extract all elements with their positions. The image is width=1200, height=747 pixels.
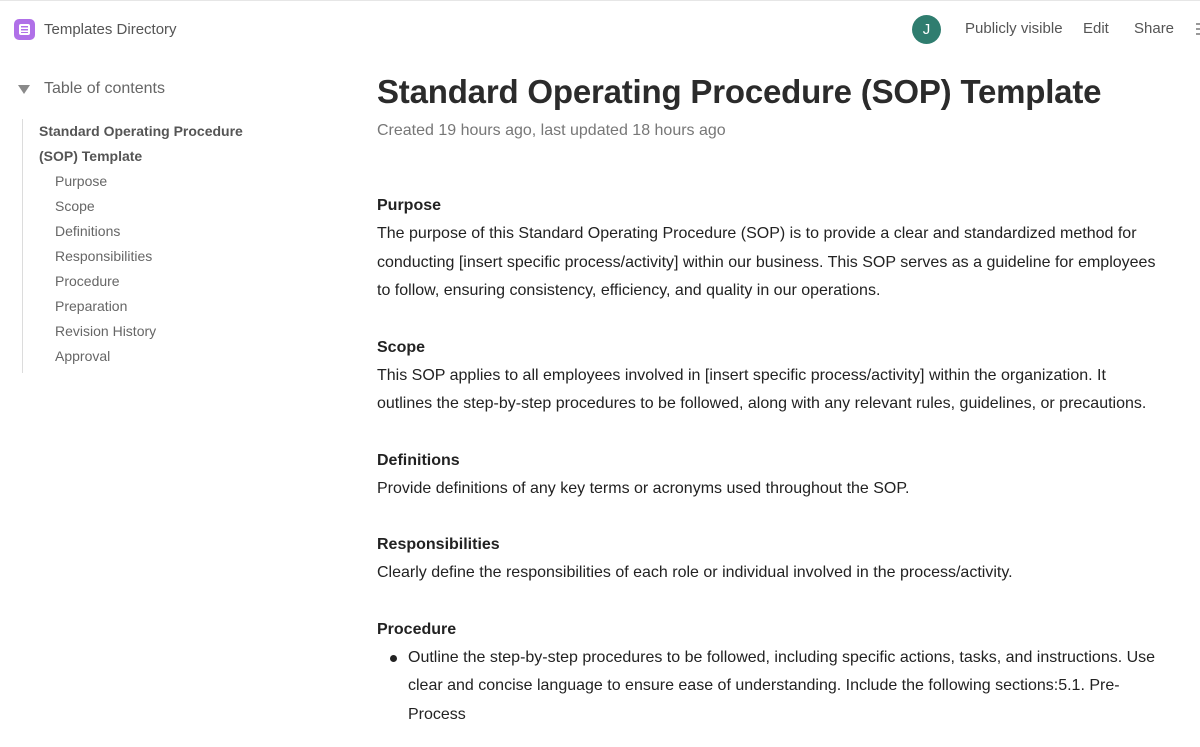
more-icon[interactable] — [1196, 23, 1200, 35]
bullet-line: Process — [408, 705, 466, 723]
section-responsibilities — [377, 531, 1177, 588]
bullet-icon — [390, 655, 397, 662]
section-purpose — [377, 192, 1177, 306]
section-heading: Purpose — [377, 197, 442, 214]
toc-item-approval[interactable]: Approval — [55, 348, 111, 364]
document-icon — [14, 19, 35, 40]
edit-button[interactable]: Edit — [1083, 20, 1109, 37]
page-title: Standard Operating Procedure (SOP) Template — [377, 73, 1102, 110]
toc-list — [22, 119, 262, 373]
section-line: Clearly define the responsibilities of each role or individual involved in the process/activity. — [377, 564, 1013, 581]
toc-main-line2: (SOP) Template — [39, 148, 143, 164]
section-scope — [377, 334, 1177, 419]
toc-item-procedure[interactable]: Procedure — [55, 273, 120, 289]
toc-main-line1: Standard Operating Procedure — [39, 123, 243, 139]
visibility-button[interactable]: Publicly visible — [965, 20, 1063, 37]
section-line: Provide definitions of any key terms or acronyms used throughout the SOP. — [377, 479, 910, 497]
toc-title: Table of contents — [44, 80, 165, 97]
bullet-line: clear and concise language to ensure ease of understanding. Include the following sections:5.1. Pre- — [408, 677, 1120, 694]
caret-down-icon — [18, 85, 30, 94]
toc-item-revision-history[interactable]: Revision History — [55, 323, 157, 339]
section-heading: Procedure — [377, 620, 457, 638]
avatar[interactable]: J — [912, 15, 941, 44]
toc-item-definitions[interactable]: Definitions — [55, 223, 121, 239]
section-procedure — [377, 616, 1177, 730]
section-heading: Responsibilities — [377, 536, 500, 553]
top-bar — [0, 0, 1200, 56]
share-button[interactable]: Share — [1134, 20, 1175, 37]
toc-item-responsibilities[interactable]: Responsibilities — [55, 248, 153, 264]
toc-toggle[interactable] — [18, 80, 165, 98]
section-line: to follow, ensuring consistency, efficiency, and quality in our operations. — [377, 282, 881, 299]
section-line: conducting [insert specific process/activity] within our business. This SOP serves as a guideline for employees — [377, 253, 1156, 271]
section-heading: Definitions — [377, 451, 460, 469]
breadcrumb[interactable] — [14, 18, 177, 40]
breadcrumb-label: Templates Directory — [44, 20, 177, 38]
toc-item-preparation[interactable]: Preparation — [55, 298, 128, 314]
document — [377, 70, 1177, 729]
section-heading: Scope — [377, 338, 426, 356]
section-definitions — [377, 447, 1177, 504]
section-line: This SOP applies to all employees involved in [insert specific process/activity] within the organization. It — [377, 366, 1106, 384]
section-line: The purpose of this Standard Operating Procedure (SOP) is to provide a clear and standardized method for — [377, 225, 1137, 242]
bullet-line: Outline the step-by-step procedures to be followed, including specific actions, tasks, and instructions. Use — [408, 648, 1156, 666]
section-line: outlines the step-by-step procedures to be followed, along with any relevant rules, guidelines, or precautions. — [377, 395, 1147, 412]
list-item — [377, 644, 1177, 730]
toc-item-purpose[interactable]: Purpose — [55, 173, 108, 189]
doc-meta: Created 19 hours ago, last updated 18 hours ago — [377, 122, 726, 139]
toc-item-scope[interactable]: Scope — [55, 198, 95, 214]
toc-item-main[interactable] — [39, 119, 262, 169]
